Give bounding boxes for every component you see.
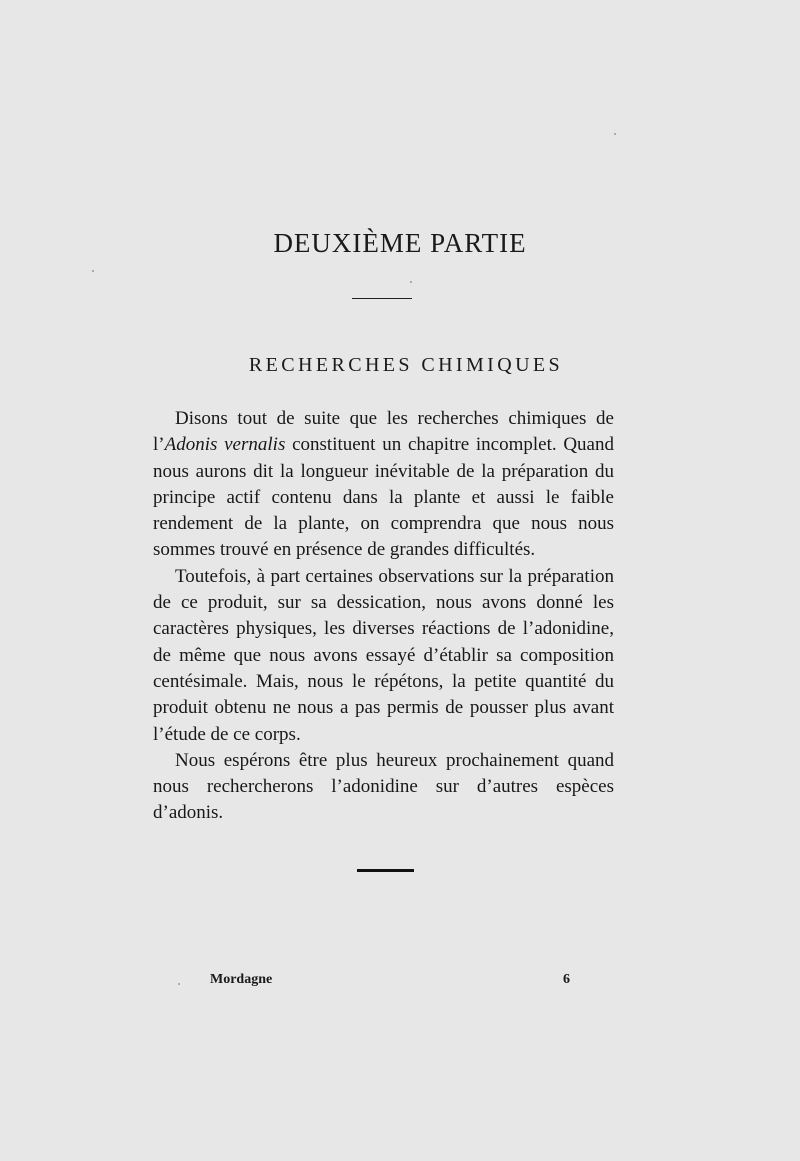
species-name: Adonis vernalis: [164, 434, 286, 456]
section-title: RECHERCHES CHIMIQUES: [248, 354, 564, 376]
paper-speck: [92, 270, 94, 272]
paragraph-1-rest: constituent un chapitre incomplet. Quand nous aurons dit la longueur inévitable de la préparation du principe actif contenu dans la plante et aussi le faible rendement de la plante, on comprendra que nous nous sommes trouvé en présence de grandes difficultés.: [153, 434, 614, 561]
signature-mark: 6: [563, 972, 570, 987]
paper-speck: [178, 983, 180, 985]
title-divider: [352, 298, 412, 299]
paragraph-3: Nous espérons être plus heureux prochainement quand nous rechercherons l’adonidine sur d’autres espèces d’adonis.: [153, 749, 614, 824]
paragraph-2: Toutefois, à part certaines observations sur la préparation de ce produit, sur sa dessication, nous avons donné les caractères physiques, les diverses réactions de l’adonidine, de même que nous avons essayé d’établir sa composition centésimale. Mais, nous le répétons, la petite quantité du produit obtenu ne nous a pas permis de pousser plus avant l’étude de ce corps.: [153, 565, 614, 745]
page-footer: [210, 972, 570, 992]
paper-speck: [410, 281, 412, 283]
paper-speck: [614, 133, 616, 135]
paragraph-1-lead: Disons tout de suite que les recherches chimiques de l’: [153, 408, 614, 456]
end-divider: [357, 869, 414, 872]
body-text: [153, 406, 614, 827]
part-title: DEUXIÈME PARTIE: [273, 228, 527, 258]
footer-author: Mordagne: [210, 972, 273, 987]
paragraph-1: [153, 406, 614, 564]
